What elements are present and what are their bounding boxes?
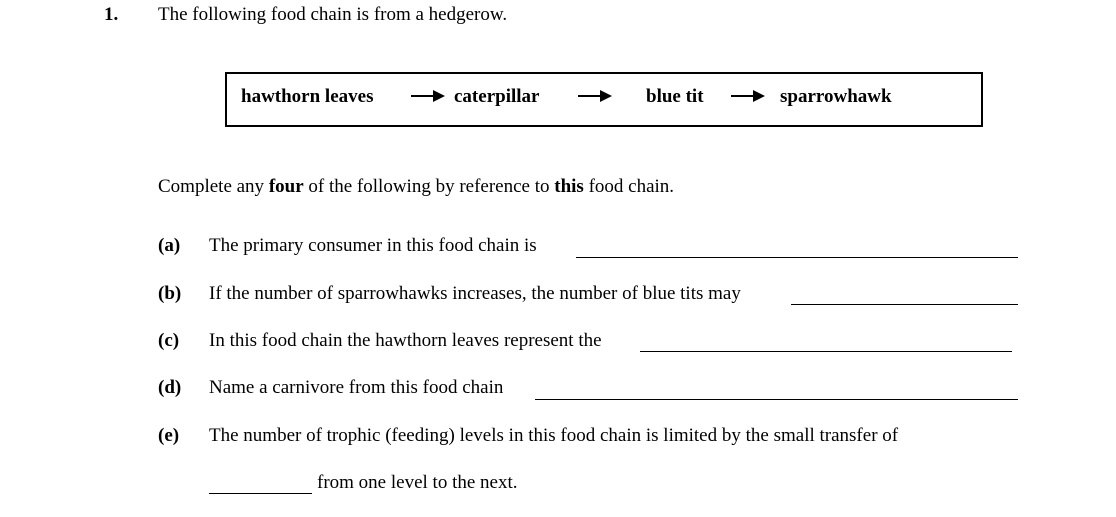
part-label-c: (c) bbox=[158, 330, 180, 351]
part-text-a: The primary consumer in this food chain is bbox=[209, 235, 537, 256]
right-arrow-icon bbox=[731, 89, 765, 103]
question-intro: The following food chain is from a hedgerow. bbox=[158, 4, 508, 25]
instruction-emphasis: four bbox=[268, 176, 304, 197]
part-label-d: (d) bbox=[158, 377, 182, 398]
part-text-d: Name a carnivore from this food chain bbox=[209, 377, 504, 398]
answer-blank-c[interactable] bbox=[640, 351, 1012, 352]
part-label-a: (a) bbox=[158, 235, 181, 256]
answer-blank-d[interactable] bbox=[535, 399, 1018, 400]
part-text-c: In this food chain the hawthorn leaves represent the bbox=[209, 330, 602, 351]
part-text-b: If the number of sparrowhawks increases, the number of blue tits may bbox=[209, 283, 741, 304]
part-label-e: (e) bbox=[158, 425, 180, 446]
answer-blank-e[interactable] bbox=[209, 493, 312, 494]
part-text-e: The number of trophic (feeding) levels in this food chain is limited by the small transfer of bbox=[209, 425, 899, 446]
part-label-b: (b) bbox=[158, 283, 182, 304]
organism-blue-tit: blue tit bbox=[646, 86, 704, 107]
organism-sparrowhawk: sparrowhawk bbox=[780, 86, 892, 107]
answer-blank-a[interactable] bbox=[576, 257, 1018, 258]
organism-hawthorn-leaves: hawthorn leaves bbox=[241, 86, 374, 107]
answer-blank-b[interactable] bbox=[791, 304, 1018, 305]
instruction-part: Complete any bbox=[158, 176, 269, 197]
organism-caterpillar: caterpillar bbox=[454, 86, 540, 107]
instruction-text bbox=[158, 176, 674, 198]
instruction-emphasis: this bbox=[554, 176, 584, 197]
right-arrow-icon bbox=[578, 89, 612, 103]
question-number: 1. bbox=[104, 4, 119, 25]
right-arrow-icon bbox=[411, 89, 445, 103]
instruction-part: of the following by reference to bbox=[303, 176, 555, 197]
part-text-e-continuation: from one level to the next. bbox=[317, 472, 518, 493]
instruction-part: food chain. bbox=[583, 176, 675, 197]
food-chain-box bbox=[225, 72, 983, 127]
